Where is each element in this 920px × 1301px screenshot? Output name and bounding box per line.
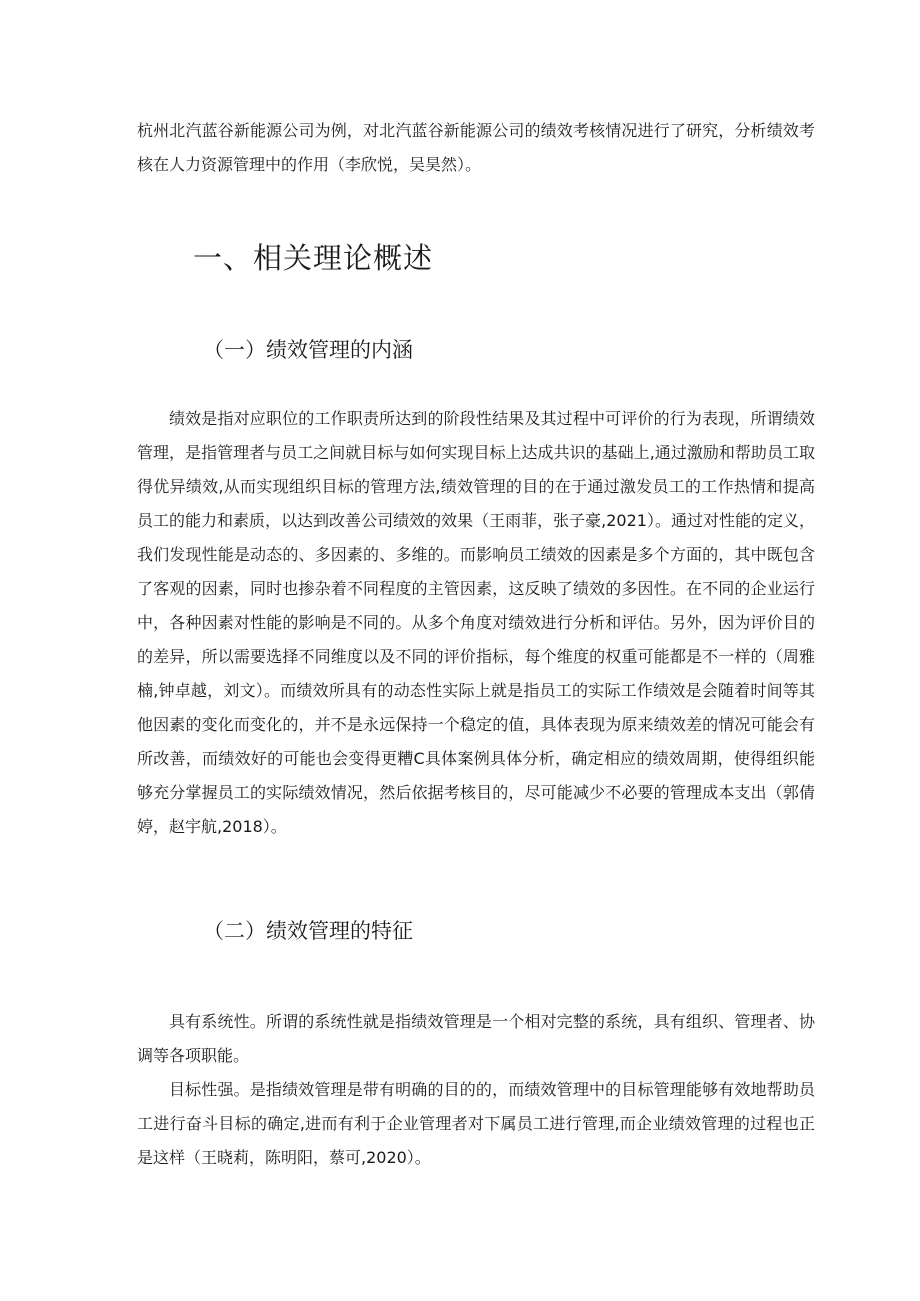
intro-paragraph: 杭州北汽蓝谷新能源公司为例，对北汽蓝谷新能源公司的绩效考核情况进行了研究，分析绩效考核在人力资源管理中的作用（李欣悦，吴昊然）。 [137,121,815,174]
connotation-paragraph: 绩效是指对应职位的工作职责所达到的阶段性结果及其过程中可评价的行为表现，所谓绩效管理，是指管理者与员工之间就目标与如何实现目标上达成共识的基础上,通过激励和帮助员工取得优异绩效,从而实现组织目标的管理方法,绩效管理的目的在于通过激发员工的工作热情和提高员工的能力和素质，以达到改善公司绩效的效果（王雨菲，张子豪,2021）。通过对性能的定义，我们发现性能是动态的、多因素的、多维的。而影响员工绩效的因素是多个方面的，其中既包含了客观的因素，同时也掺杂着不同程度的主管因素，这反映了绩效的多因性。在不同的企业运行中，各种因素对性能的影响是不同的。从多个角度对绩效进行分析和评估。另外，因为评价目的的差异，所以需要选择不同维度以及不同的评价指标，每个维度的权重可能都是不一样的（周雅楠,钟卓越，刘文）。而绩效所具有的动态性实际上就是指员工的实际工作绩效是会随着时间等其他因素的变化而变化的，并不是永远保持一个稳定的值，具体表现为原来绩效差的情况可能会有所改善，而绩效好的可能也会变得更糟C具体案例具体分析，确定相应的绩效周期，使得组织能够充分掌握员工的实际绩效情况，然后依据考核目的，尽可能减少不必要的管理成本支出（郭倩婷，赵宇航,2018）。 [137,409,815,836]
characteristics-paragraph-goal: 目标性强。是指绩效管理是带有明确的目的的，而绩效管理中的目标管理能够有效地帮助员工进行奋斗目标的确定,进而有利于企业管理者对下属员工进行管理,而企业绩效管理的过程也正是这样（王晓莉，陈明阳，蔡可,2020）。 [137,1080,815,1167]
characteristics-paragraph-systematic: 具有系统性。所谓的系统性就是指绩效管理是一个相对完整的系统，具有组织、管理者、协调等各项职能。 [137,1012,815,1065]
section-heading-related-theory: 一、相关理论概述 [193,241,434,275]
subsection-heading-connotation: （一）绩效管理的内涵 [203,338,413,362]
subsection-heading-characteristics: （二）绩效管理的特征 [203,919,413,943]
